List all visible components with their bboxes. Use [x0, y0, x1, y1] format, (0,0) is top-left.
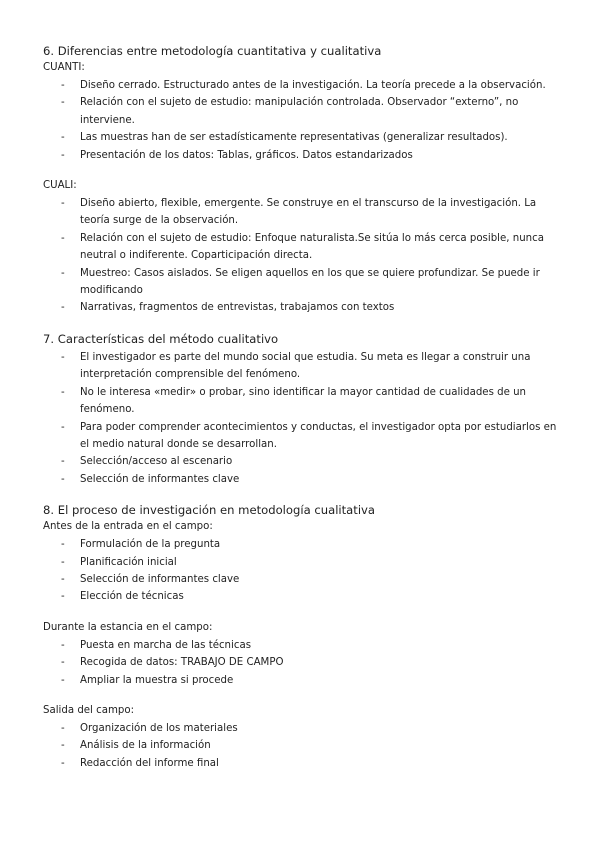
list-item-text: Formulación de la pregunta — [80, 539, 221, 551]
dash-bullet: - — [61, 267, 65, 279]
list-item — [43, 453, 563, 470]
list-item-text: Relación con el sujeto de estudio: Enfoque naturalista.Se sitúa lo más cerca posible, nunca neutral o indiferente. Coparticipación directa. — [80, 232, 544, 262]
list-item-text: Selección de informantes clave — [80, 573, 240, 585]
list-item-text: Presentación de los datos: Tablas, gráficos. Datos estandarizados — [80, 149, 413, 161]
dash-bullet: - — [61, 302, 65, 314]
list-item — [43, 349, 563, 384]
dash-bullet: - — [61, 456, 65, 468]
list-item-text: Relación con el sujeto de estudio: manipulación controlada. Observador “externo”, no interviene. — [80, 97, 519, 126]
list-item — [43, 265, 563, 300]
list-item-text: Para poder comprender acontecimientos y conductas, el investigador opta por estudiarlos en el medio natural donde se desarrollan. — [80, 421, 557, 450]
list-item-text: Muestreo: Casos aislados. Se eligen aquellos en los que se quiere profundizar. Se puede ir modificando — [80, 267, 540, 297]
list-item — [43, 384, 563, 419]
list-item-text: Planificación inicial — [80, 556, 177, 568]
list-item-text: Organización de los materiales — [80, 722, 238, 734]
durante-list — [43, 637, 563, 689]
caracteristicas-list — [43, 349, 563, 488]
list-item — [43, 637, 563, 654]
list-item — [43, 77, 563, 94]
dash-bullet: - — [61, 591, 65, 603]
dash-bullet: - — [61, 198, 65, 210]
list-item — [43, 230, 563, 265]
list-item-text: El investigador es parte del mundo social que estudia. Su meta es llegar a construir una interpretación comprensible del fenómeno. — [80, 351, 531, 381]
list-item — [43, 588, 563, 605]
document-page — [43, 43, 563, 772]
list-item — [43, 654, 563, 671]
dash-bullet: - — [61, 473, 65, 485]
cuali-label: CUALI: — [43, 180, 77, 192]
cuanti-list — [43, 77, 563, 164]
antes-label: Antes de la entrada en el campo: — [43, 521, 213, 533]
list-item — [43, 554, 563, 571]
list-item — [43, 129, 563, 146]
dash-bullet: - — [61, 80, 65, 91]
durante-label: Durante la estancia en el campo: — [43, 621, 213, 633]
list-item-text: Selección/acceso al escenario — [80, 456, 233, 468]
dash-bullet: - — [61, 639, 65, 651]
dash-bullet: - — [61, 674, 65, 686]
salida-list — [43, 720, 563, 772]
dash-bullet: - — [61, 386, 65, 398]
list-item — [43, 755, 563, 772]
list-item-text: Puesta en marcha de las técnicas — [80, 639, 251, 651]
cuali-list — [43, 195, 563, 317]
dash-bullet: - — [61, 149, 65, 161]
list-item-text: Ampliar la muestra si procede — [80, 674, 234, 686]
list-item — [43, 536, 563, 553]
list-item — [43, 147, 563, 164]
list-item-text: Diseño cerrado. Estructurado antes de la investigación. La teoría precede a la observación. — [80, 80, 546, 91]
list-item — [43, 419, 563, 454]
list-item-text: Diseño abierto, flexible, emergente. Se construye en el transcurso de la investigación. La teoría surge de la observación. — [80, 198, 537, 227]
list-item-text: Elección de técnicas — [80, 591, 184, 603]
list-item — [43, 195, 563, 230]
list-item — [43, 571, 563, 588]
dash-bullet: - — [61, 97, 65, 109]
list-item-text: Recogida de datos: TRABAJO DE CAMPO — [80, 657, 284, 669]
list-item-text: Las muestras han de ser estadísticamente representativas (generalizar resultados). — [80, 132, 508, 144]
dash-bullet: - — [61, 757, 65, 769]
section-7-title: 7. Características del método cualitativo — [43, 331, 279, 346]
list-item — [43, 299, 563, 316]
section-6-title: 6. Diferencias entre metodología cuantitativa y cualitativa — [43, 44, 382, 58]
dash-bullet: - — [61, 556, 65, 568]
section-8-title: 8. El proceso de investigación en metodología cualitativa — [43, 503, 376, 518]
salida-label: Salida del campo: — [43, 704, 135, 716]
dash-bullet: - — [61, 421, 65, 433]
list-item-text: Narrativas, fragmentos de entrevistas, trabajamos con textos — [80, 302, 395, 314]
list-item — [43, 94, 563, 129]
dash-bullet: - — [61, 232, 65, 244]
list-item-text: Redacción del informe final — [80, 757, 219, 769]
list-item — [43, 672, 563, 689]
dash-bullet: - — [61, 132, 65, 144]
dash-bullet: - — [61, 351, 65, 363]
list-item-text: No le interesa «medir» o probar, sino identificar la mayor cantidad de cualidades de un fenómeno. — [80, 386, 527, 416]
dash-bullet: - — [61, 657, 65, 669]
dash-bullet: - — [61, 722, 65, 734]
list-item-text: Análisis de la información — [80, 740, 211, 752]
dash-bullet: - — [61, 539, 65, 551]
list-item — [43, 471, 563, 488]
antes-list — [43, 536, 563, 606]
dash-bullet: - — [61, 740, 65, 752]
list-item-text: Selección de informantes clave — [80, 473, 240, 485]
cuanti-label: CUANTI: — [43, 62, 85, 73]
list-item — [43, 720, 563, 737]
dash-bullet: - — [61, 573, 65, 585]
list-item — [43, 737, 563, 754]
